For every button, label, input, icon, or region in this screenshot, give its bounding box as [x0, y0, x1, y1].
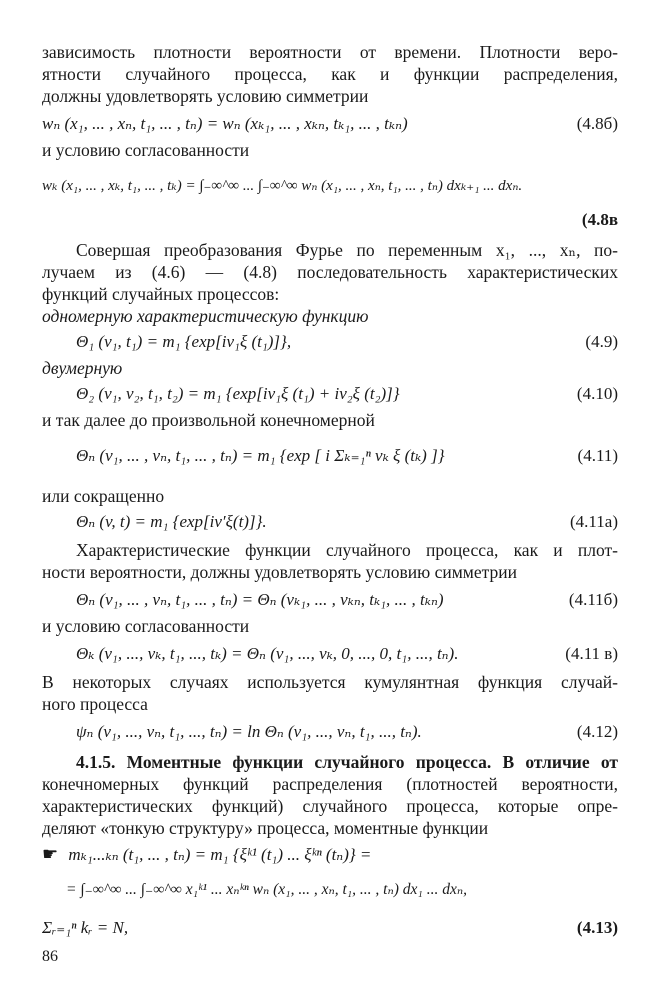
equation-text: Σᵣ₌₁ⁿ kᵣ = N, — [42, 918, 129, 937]
equation-number: (4.8б) — [576, 114, 618, 133]
equation-4-11v — [42, 644, 618, 664]
text-line: конечномерных функций распределения (плотностей вероятности, — [42, 774, 618, 794]
equation-4-11a — [42, 512, 618, 532]
equation-text: ψₙ (v₁, ..., vₙ, t₁, ..., tₙ) = ln Θₙ (v₁, ..., vₙ, t₁, ..., tₙ). — [76, 722, 422, 741]
equation-4-11b — [42, 590, 618, 610]
text-line: Характеристические функции случайного процесса, как и плот- — [76, 540, 618, 560]
text-line: лучаем из (4.6) — (4.8) последовательность характеристических — [42, 262, 618, 282]
equation-text: Θₖ (v₁, ..., vₖ, t₁, ..., tₖ) = Θₙ (v₁, ..., vₖ, 0, ..., 0, t₁, ..., tₙ). — [76, 644, 459, 663]
equation-number: (4.8в — [581, 210, 618, 229]
text-line: двумерную — [42, 358, 123, 378]
text-line: функций случайных процессов: — [42, 284, 280, 304]
equation-text: mₖ₁...ₖₙ (t₁, ... , tₙ) = m₁ {ξᵏ¹ (t₁) ... ξᵏⁿ (tₙ)} = — [68, 845, 372, 864]
equation-number: (4.11б) — [568, 590, 618, 609]
equation-text: Θ₂ (v₁, v₂, t₁, t₂) = m₁ {exp[iv₁ξ (t₁) + iv₂ξ (t₂)]} — [76, 384, 400, 403]
text-line: и условию согласованности — [42, 616, 250, 636]
text-line: Совершая преобразования Фурье по переменным x₁, ..., xₙ, по- — [76, 240, 618, 260]
equation-number: (4.11а) — [570, 512, 618, 531]
equation-text: wₖ (x₁, ... , xₖ, t₁, ... , tₖ) = ∫₋∞^∞ ... ∫₋∞^∞ wₙ (x₁, ... , xₙ, t₁, ... , tₙ) dxₖ₊₁ ... dxₙ. — [42, 178, 523, 194]
equation-number: (4.12) — [576, 722, 618, 741]
equation-text: Θₙ (v₁, ... , vₙ, t₁, ... , tₙ) = m₁ {exp [ i Σₖ₌₁ⁿ vₖ ξ (tₖ) ]} — [76, 446, 445, 465]
equation-4-13-a — [42, 844, 618, 865]
text-line: должны удовлетворять условию симметрии — [42, 86, 369, 106]
equation-4-8v — [42, 176, 618, 196]
text-line: ности вероятности, должны удовлетворять условию симметрии — [42, 562, 517, 582]
equation-number: (4.11) — [577, 446, 618, 465]
equation-4-8b — [42, 114, 618, 134]
equation-number: (4.10) — [576, 384, 618, 403]
text-line: зависимость плотности вероятности от времени. Плотности веро- — [42, 42, 618, 62]
equation-text: Θ₁ (v₁, t₁) = m₁ {exp[iv₁ξ (t₁)]}, — [76, 332, 292, 351]
equation-number: (4.11 в) — [565, 644, 618, 663]
equation-4-12 — [42, 722, 618, 742]
text-line: одномерную характеристическую функцию — [42, 306, 369, 326]
text-line: или сокращенно — [42, 486, 165, 506]
equation-number: (4.9) — [585, 332, 618, 351]
equation-4-9 — [42, 332, 618, 352]
text-line: ятности случайного процесса, как и функции распределения, — [42, 64, 618, 84]
page-number: 86 — [42, 948, 58, 965]
text-line: характеристических функций) случайного процесса, которые опре- — [42, 796, 618, 816]
text-line: деляют «тонкую структуру» процесса, моментные функции — [42, 818, 489, 838]
text-line: и так далее до произвольной конечномерной — [42, 410, 375, 430]
text-line: В некоторых случаях используется кумулянтная функция случай- — [42, 672, 618, 692]
equation-text: Θₙ (v, t) = m₁ {exp[iv′ξ(t)]}. — [76, 512, 267, 531]
equation-4-10 — [42, 384, 618, 404]
equation-text: Θₙ (v₁, ... , vₙ, t₁, ... , tₙ) = Θₙ (vₖ₁, ... , vₖₙ, tₖ₁, ... , tₖₙ) — [76, 590, 444, 609]
section-heading: 4.1.5. Моментные функции случайного процесса. В отличие от — [76, 752, 618, 772]
equation-number: (4.13) — [576, 918, 618, 937]
text-line: ного процесса — [42, 694, 148, 714]
equation-4-11 — [42, 446, 618, 466]
pointing-hand-icon: ☛ — [42, 844, 59, 864]
equation-4-13-b — [42, 880, 618, 900]
equation-text: wₙ (x₁, ... , xₙ, t₁, ... , tₙ) = wₙ (xₖ₁, ... , xₖₙ, tₖ₁, ... , tₖₙ) — [42, 114, 408, 133]
text-line: и условию согласованности — [42, 140, 250, 160]
equation-4-13-c — [42, 918, 618, 938]
equation-text: = ∫₋∞^∞ ... ∫₋∞^∞ x₁ᵏ¹ ... xₙᵏⁿ wₙ (x₁, ... , xₙ, t₁, ... , tₙ) dx₁ ... dxₙ, — [66, 881, 467, 898]
